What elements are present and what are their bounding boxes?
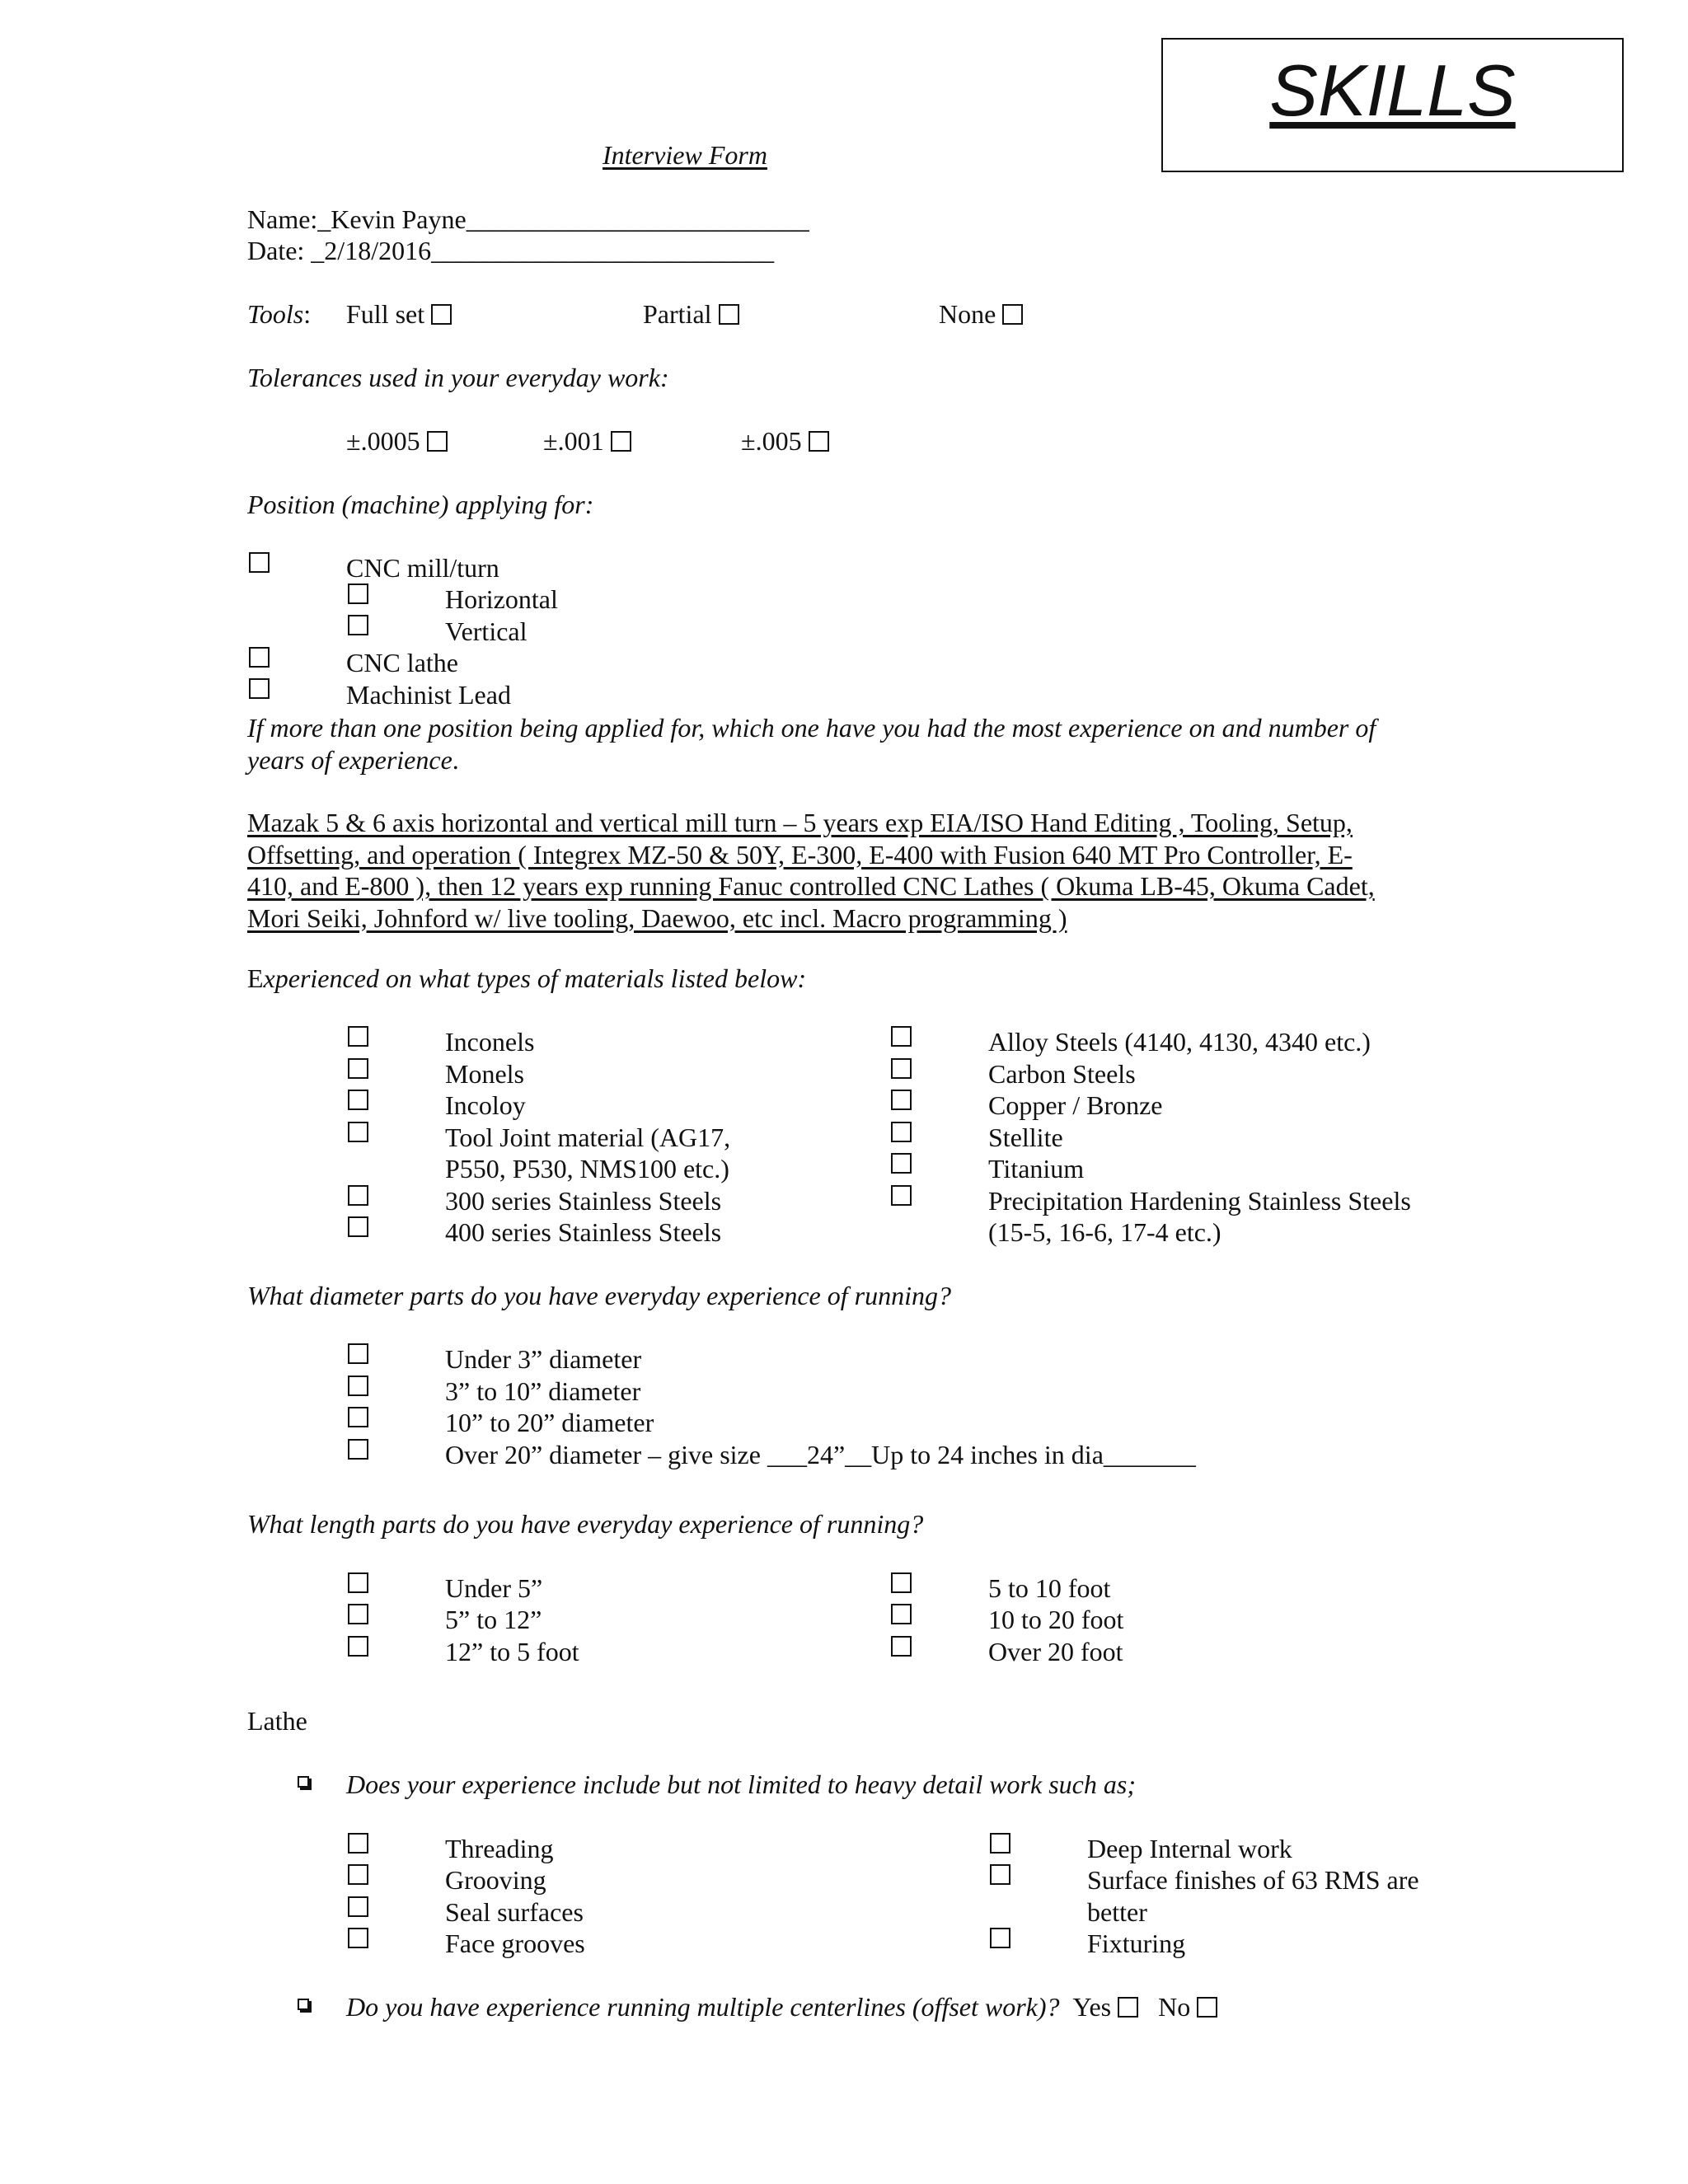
material-label: 400 series Stainless Steels (445, 1217, 722, 1247)
date-label: Date: _ (247, 236, 325, 265)
tolerance-option-label: ±.001 (543, 426, 604, 456)
position-cnc-mill-turn-checkbox[interactable] (249, 552, 270, 573)
form-title: Interview Form (603, 140, 767, 170)
name-line (247, 206, 809, 232)
lathe-grooving-checkbox[interactable] (348, 1864, 368, 1885)
position-cnc-mill-turn-label: CNC mill/turn (346, 553, 499, 583)
skills-title: SKILLS (1269, 49, 1516, 131)
experience-answer-line: Mazak 5 & 6 axis horizontal and vertical mill turn – 5 years exp EIA/ISO Hand Editing , Tooling, Setup, (247, 808, 1353, 837)
tools-label-line (247, 301, 311, 327)
tolerance-option-label: ±.005 (741, 426, 802, 456)
position-machinist-lead-label: Machinist Lead (346, 680, 511, 710)
lathe-heading: Lathe (247, 1706, 307, 1736)
material-titanium-checkbox[interactable] (891, 1153, 912, 1174)
position-question: Position (machine) applying for: (247, 490, 594, 519)
material-monels-checkbox[interactable] (348, 1058, 368, 1079)
date-line (247, 237, 774, 264)
lathe-detail-question: Does your experience include but not limited to heavy detail work such as; (346, 1769, 1136, 1799)
material-carbon-steels-checkbox[interactable] (891, 1058, 912, 1079)
position-cnc-lathe-checkbox[interactable] (249, 647, 270, 668)
material-copper-bronze-checkbox[interactable] (891, 1090, 912, 1110)
lathe-offset-question-line (346, 1994, 1217, 2020)
length-option-label: 12” to 5 foot (445, 1637, 579, 1666)
materials-question (247, 965, 806, 991)
lathe-option-label: Deep Internal work (1087, 1834, 1292, 1863)
length-question: What length parts do you have everyday experience of running? (247, 1509, 924, 1539)
tolerance-0005-checkbox[interactable] (427, 431, 448, 452)
material-label: Titanium (988, 1154, 1085, 1183)
material-label: 300 series Stainless Steels (445, 1186, 722, 1216)
date-value[interactable]: 2/18/2016 (324, 236, 432, 265)
name-label: Name:_ (247, 204, 331, 234)
lathe-surface-finishes-checkbox[interactable] (990, 1864, 1010, 1885)
position-vertical-checkbox[interactable] (348, 615, 368, 635)
material-tool-joint-checkbox[interactable] (348, 1122, 368, 1142)
tolerance-005-checkbox[interactable] (809, 431, 829, 452)
tools-option-none (939, 301, 1023, 327)
lathe-deep-internal-checkbox[interactable] (990, 1833, 1010, 1854)
material-label: Carbon Steels (988, 1059, 1136, 1089)
tools-option-full-set (346, 301, 452, 327)
diameter-option-label: Under 3” diameter (445, 1344, 642, 1374)
material-300-stainless-checkbox[interactable] (348, 1185, 368, 1206)
lathe-threading-checkbox[interactable] (348, 1833, 368, 1854)
length-option-label: 5” to 12” (445, 1605, 542, 1634)
length-5-to-10ft-checkbox[interactable] (891, 1572, 912, 1593)
tools-option-label: Full set (346, 299, 425, 329)
tools-label: Tools (247, 299, 304, 329)
experience-answer-line: Offsetting, and operation ( Integrex MZ-50 & 50Y, E-300, E-400 with Fusion 640 MT Pro Controller, E- (247, 839, 1353, 869)
length-option-label: Under 5” (445, 1573, 543, 1603)
tolerance-option-001 (543, 428, 631, 454)
position-vertical-label: Vertical (445, 616, 528, 646)
materials-question-prefix: E (247, 963, 264, 993)
material-precipitation-hardening-checkbox[interactable] (891, 1185, 912, 1206)
lathe-option-label: Seal surfaces (445, 1897, 584, 1927)
yes-label: Yes (1072, 1992, 1112, 2022)
material-incoloy-checkbox[interactable] (348, 1090, 368, 1110)
material-label: Inconels (445, 1027, 535, 1057)
position-horizontal-checkbox[interactable] (348, 583, 368, 604)
diameter-question: What diameter parts do you have everyday experience of running? (247, 1281, 951, 1310)
material-label-continued: (15-5, 16-6, 17-4 etc.) (988, 1217, 1221, 1247)
length-option-label: 10 to 20 foot (988, 1605, 1124, 1634)
material-label: Monels (445, 1059, 524, 1089)
name-blank: __________________________ (466, 204, 809, 234)
bullet-icon (298, 1776, 309, 1788)
lathe-offset-question: Do you have experience running multiple centerlines (offset work)? (346, 1992, 1060, 2022)
position-followup-period: . (452, 744, 459, 775)
diameter-under-3-checkbox[interactable] (348, 1343, 368, 1364)
no-label: No (1158, 1992, 1191, 2022)
lathe-option-label: Surface finishes of 63 RMS are (1087, 1865, 1419, 1895)
diameter-3-to-10-checkbox[interactable] (348, 1376, 368, 1396)
tolerance-001-checkbox[interactable] (611, 431, 631, 452)
lathe-seal-surfaces-checkbox[interactable] (348, 1896, 368, 1917)
date-blank: __________________________ (431, 236, 775, 265)
lathe-fixturing-checkbox[interactable] (990, 1928, 1010, 1948)
tools-partial-checkbox[interactable] (719, 304, 739, 325)
length-10-to-20ft-checkbox[interactable] (891, 1604, 912, 1624)
tools-option-partial (643, 301, 739, 327)
experience-answer-line: Mori Seiki, Johnford w/ live tooling, Daewoo, etc incl. Macro programming ) (247, 902, 1067, 933)
tolerance-option-0005 (346, 428, 448, 454)
material-label: Incoloy (445, 1090, 526, 1120)
position-followup (247, 712, 1442, 776)
tolerance-option-005 (741, 428, 829, 454)
skills-box (1161, 38, 1624, 172)
lathe-option-label: Threading (445, 1834, 554, 1863)
name-value[interactable]: Kevin Payne (331, 204, 467, 234)
lathe-option-label-continued: better (1087, 1897, 1147, 1927)
experience-answer[interactable] (247, 807, 1442, 934)
tolerance-option-label: ±.0005 (346, 426, 420, 456)
diameter-option-label: 10” to 20” diameter (445, 1408, 654, 1437)
length-12-to-5ft-checkbox[interactable] (348, 1636, 368, 1657)
material-400-stainless-checkbox[interactable] (348, 1216, 368, 1237)
experience-answer-line: 410, and E-800 ), then 12 years exp running Fanuc controlled CNC Lathes ( Okuma LB-45, Okuma Cadet, (247, 871, 1375, 901)
material-label: Alloy Steels (4140, 4130, 4340 etc.) (988, 1027, 1371, 1057)
material-inconels-checkbox[interactable] (348, 1026, 368, 1047)
material-label: Precipitation Hardening Stainless Steels (988, 1186, 1411, 1216)
diameter-option-label: 3” to 10” diameter (445, 1376, 641, 1406)
length-option-label: 5 to 10 foot (988, 1573, 1111, 1603)
material-label: Stellite (988, 1122, 1063, 1152)
length-under-5-checkbox[interactable] (348, 1572, 368, 1593)
tools-full-set-checkbox[interactable] (431, 304, 452, 325)
lathe-option-label: Grooving (445, 1865, 546, 1895)
length-over-20ft-checkbox[interactable] (891, 1636, 912, 1657)
diameter-option-label[interactable]: Over 20” diameter – give size ___24”__Up to 24 inches in dia_______ (445, 1440, 1196, 1469)
offset-no-checkbox[interactable] (1197, 1997, 1217, 2018)
position-followup-line1: If more than one position being applied for, which one have you had the most experience on and number of (247, 713, 1376, 743)
material-label: Copper / Bronze (988, 1090, 1163, 1120)
tolerances-question: Tolerances used in your everyday work: (247, 363, 669, 392)
materials-question-text: xperienced on what types of materials listed below: (263, 963, 807, 993)
lathe-option-label: Face grooves (445, 1929, 585, 1958)
length-option-label: Over 20 foot (988, 1637, 1123, 1666)
tools-none-checkbox[interactable] (1002, 304, 1023, 325)
lathe-face-grooves-checkbox[interactable] (348, 1928, 368, 1948)
position-followup-line2: years of experience (247, 744, 452, 775)
tools-option-label: None (939, 299, 996, 329)
material-label-continued: P550, P530, NMS100 etc.) (445, 1154, 729, 1183)
offset-yes-checkbox[interactable] (1118, 1997, 1138, 2018)
material-alloy-steels-checkbox[interactable] (891, 1026, 912, 1047)
bullet-icon (298, 1999, 309, 2010)
tools-colon: : (303, 299, 312, 329)
position-horizontal-label: Horizontal (445, 584, 558, 614)
material-stellite-checkbox[interactable] (891, 1122, 912, 1142)
diameter-over-20-checkbox[interactable] (348, 1439, 368, 1460)
length-5-to-12-checkbox[interactable] (348, 1604, 368, 1624)
position-machinist-lead-checkbox[interactable] (249, 678, 270, 699)
tools-option-label: Partial (643, 299, 712, 329)
lathe-option-label: Fixturing (1087, 1929, 1186, 1958)
position-cnc-lathe-label: CNC lathe (346, 648, 458, 677)
material-label: Tool Joint material (AG17, (445, 1122, 731, 1152)
diameter-10-to-20-checkbox[interactable] (348, 1407, 368, 1427)
